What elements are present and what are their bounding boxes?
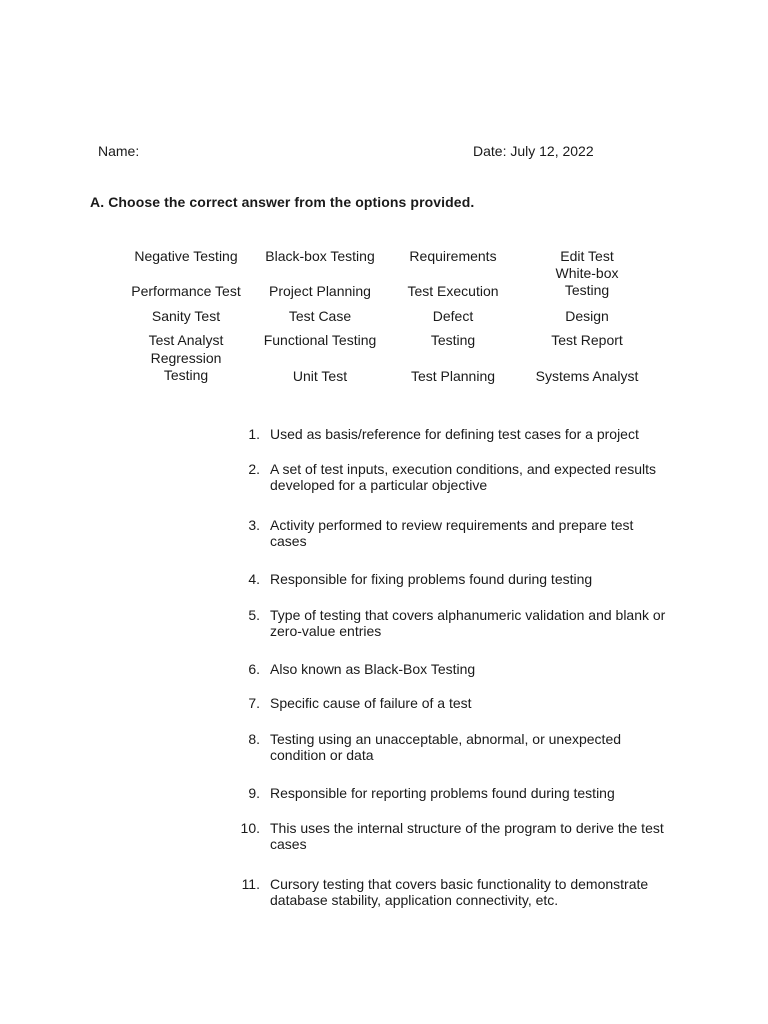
- option-functional-testing: Functional Testing: [263, 332, 377, 348]
- question-number: 1.: [248, 426, 260, 442]
- question-text: Responsible for fixing problems found during testing: [270, 571, 593, 587]
- question-number: 8.: [248, 731, 260, 747]
- question-number: 5.: [248, 607, 260, 623]
- question-text: Responsible for reporting problems found during testing: [270, 785, 615, 801]
- option-edit-test: Edit Test: [560, 248, 614, 264]
- question-number: 4.: [248, 571, 260, 587]
- option-defect: Defect: [432, 308, 474, 324]
- option-testing: Testing: [430, 332, 476, 348]
- question-text: Activity performed to review requirements and prepare test cases: [270, 517, 634, 549]
- question-text: Also known as Black-Box Testing: [270, 661, 476, 677]
- name-label: Name:: [98, 143, 140, 159]
- question-text: A set of test inputs, execution conditions, and expected results developed for a particular objective: [270, 461, 657, 493]
- option-test-analyst: Test Analyst: [148, 332, 224, 348]
- option-sanity-test: Sanity Test: [151, 308, 221, 324]
- date-label: Date: July 12, 2022: [473, 143, 594, 159]
- question-number: 3.: [248, 517, 260, 533]
- option-test-case: Test Case: [288, 308, 352, 324]
- section-a-heading: A. Choose the correct answer from the options provided.: [90, 194, 475, 210]
- option-regression-testing: Regression Testing: [150, 350, 222, 383]
- option-performance-test: Performance Test: [131, 283, 241, 299]
- question-text: This uses the internal structure of the program to derive the test cases: [270, 820, 664, 852]
- question-text: Type of testing that covers alphanumeric validation and blank or zero-value entries: [270, 607, 666, 639]
- question-text: Cursory testing that covers basic functionality to demonstrate database stability, application connectivity, etc.: [270, 876, 649, 908]
- option-requirements: Requirements: [409, 248, 497, 264]
- option-project-planning: Project Planning: [269, 283, 371, 299]
- question-number: 10.: [240, 820, 260, 836]
- question-text: Specific cause of failure of a test: [270, 695, 472, 711]
- option-negative-testing: Negative Testing: [134, 248, 238, 264]
- option-black-box-testing: Black-box Testing: [265, 248, 375, 264]
- option-test-execution: Test Execution: [407, 283, 499, 299]
- question-number: 9.: [248, 785, 260, 801]
- answer-options-grid: [118, 246, 654, 396]
- option-test-planning: Test Planning: [410, 368, 496, 384]
- question-text: Used as basis/reference for defining test cases for a project: [270, 426, 639, 442]
- option-test-report: Test Report: [551, 332, 623, 348]
- option-systems-analyst: Systems Analyst: [535, 368, 639, 384]
- question-number: 2.: [248, 461, 260, 477]
- question-number: 11.: [241, 876, 260, 892]
- question-number: 7.: [248, 695, 260, 711]
- option-unit-test: Unit Test: [292, 368, 348, 384]
- question-number: 6.: [248, 661, 260, 677]
- option-white-box-testing: White-box Testing: [555, 265, 619, 298]
- option-design: Design: [565, 308, 609, 324]
- question-text: Testing using an unacceptable, abnormal, or unexpected condition or data: [270, 731, 622, 763]
